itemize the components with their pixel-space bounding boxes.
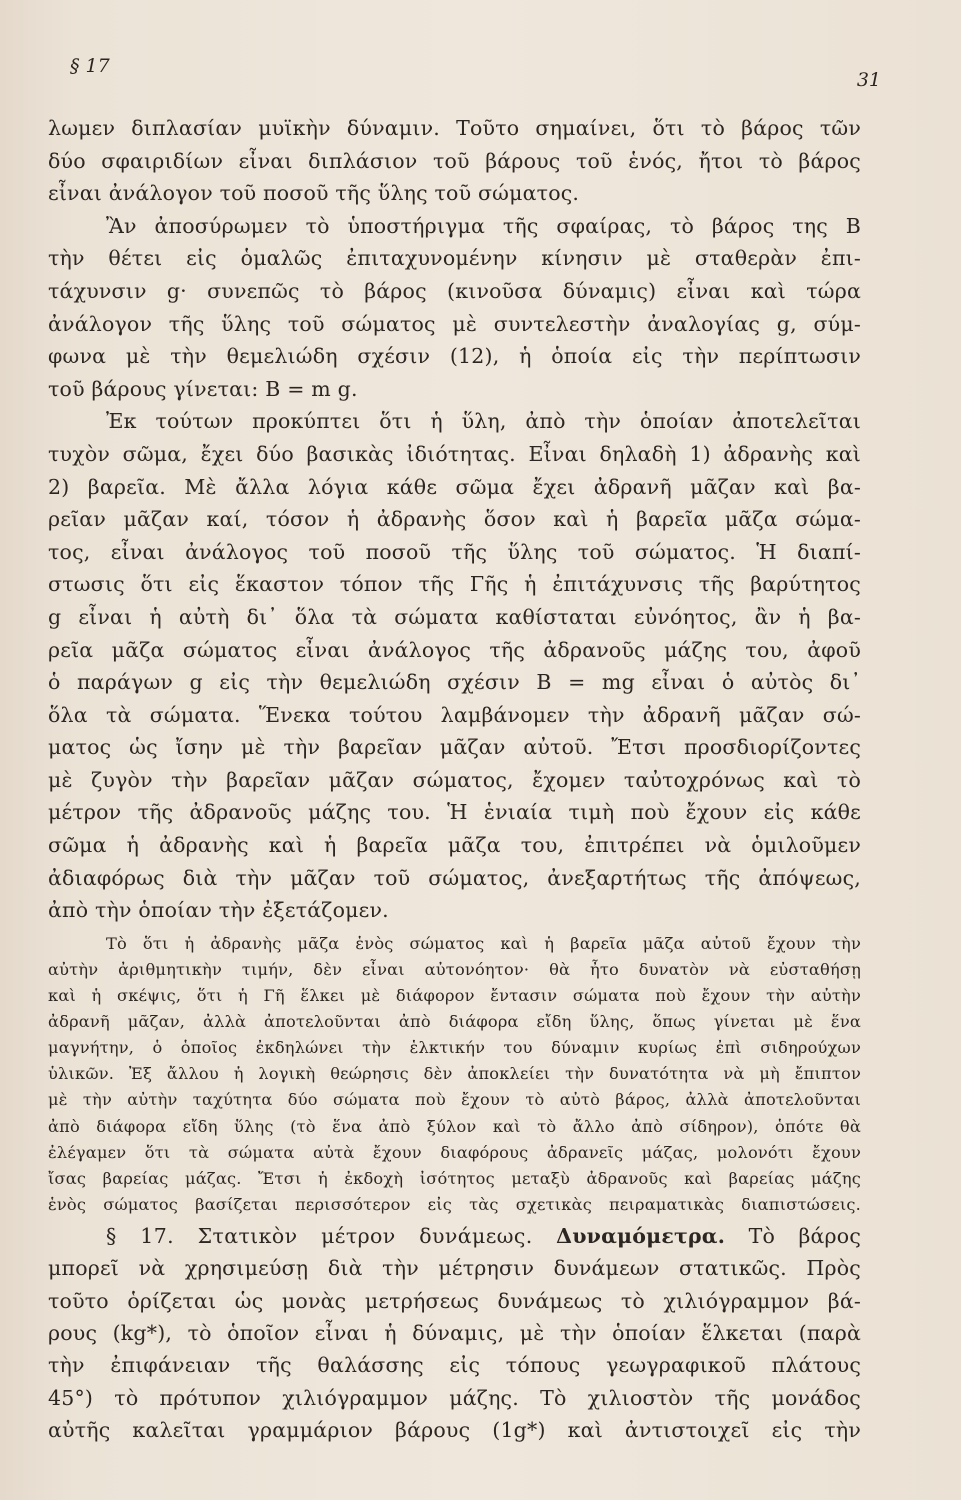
text-line: ἀπὸ τὴν ὁποίαν τὴν ἐξετάζομεν. xyxy=(48,898,389,923)
section-reference: § 17 xyxy=(70,55,110,77)
text-line: ἀνάλογον τῆς ὕλης τοῦ σώματος μὲ συντελεστὴν ἀναλογίας g, σύμ- xyxy=(48,311,861,336)
text-line: τάχυνσιν g· συνεπῶς τὸ βάρος (κινοῦσα δύναμις) εἶναι καὶ τώρα xyxy=(48,278,861,303)
section-title: Στατικὸν μέτρον δυνάμεως. xyxy=(197,1223,533,1248)
text-line: Ἐκ τούτων προκύπτει ὅτι ἡ ὕλη, ἀπὸ τὴν ὁποίαν ἀποτελεῖται xyxy=(106,409,861,434)
text-line: σῶμα ἡ ἀδρανὴς καὶ ἡ βαρεῖα μᾶζα του, ἐπιτρέπει νὰ ὁμιλοῦμεν xyxy=(48,833,861,858)
page-header xyxy=(70,55,881,95)
text-line: ρους (kg*), τὸ ὁποῖον εἶναι ἡ δύναμις, μὲ τὴν ὁποίαν ἕλκεται (παρὰ xyxy=(48,1321,861,1346)
paragraph-3 xyxy=(48,405,861,927)
note-line: ἀδρανῆ μᾶζαν, ἀλλὰ ἀποτελοῦνται ἀπὸ διάφορα εἴδη ὕλης, ὅπως γίνεται μὲ ἕνα xyxy=(48,1012,861,1032)
note-line: ἑνὸς σώματος βασίζεται περισσότερον εἰς τὰς σχετικὰς πειραματικὰς διαπιστώσεις. xyxy=(48,1194,861,1214)
text-line: τοῦτο ὁρίζεται ὡς μονὰς μετρήσεως δυνάμεως τὸ χιλιόγραμμον βά- xyxy=(48,1288,861,1313)
note-line: αὐτὴν ἀριθμητικὴν τιμήν, δὲν εἶναι αὐτονόητον· θὰ ἦτο δυνατὸν νὰ εὐσταθήσῃ xyxy=(48,959,861,979)
note-line: ἴσας βαρείας μάζας. Ἔτσι ἡ ἐκδοχὴ ἰσότητος μεταξὺ ἀδρανοῦς καὶ βαρείας μάζης xyxy=(48,1168,861,1188)
section-subtitle: Δυναμόμετρα. xyxy=(556,1223,726,1248)
text-line: Ἂν ἀποσύρωμεν τὸ ὑποστήριγμα τῆς σφαίρας, τὸ βάρος της B xyxy=(106,213,861,238)
text-line: τοῦ βάρους γίνεται: B = m g. xyxy=(48,376,358,401)
text-line: ματος ὡς ἴσην μὲ τὴν βαρεῖαν μᾶζαν αὐτοῦ. Ἔτσι προσδιορίζοντες xyxy=(48,735,861,760)
text-line: ρεῖαν μᾶζαν καί, τόσον ἡ ἀδρανὴς ὅσον καὶ ἡ βαρεῖα μᾶζα σώμα- xyxy=(48,507,861,532)
page-number: 31 xyxy=(856,69,881,91)
text-line: μπορεῖ νὰ χρησιμεύσῃ διὰ τὴν μέτρησιν δυνάμεων στατικῶς. Πρὸς xyxy=(48,1256,861,1281)
text-line: στωσις ὅτι εἰς ἕκαστον τόπον τῆς Γῆς ἡ ἐπιτάχυνσις τῆς βαρύτητος xyxy=(48,572,861,597)
note-line: μὲ τὴν αὐτὴν ταχύτητα δύο σώματα ποὺ ἔχουν τὸ αὐτὸ βάρος, ἀλλὰ ἀποτελοῦνται xyxy=(48,1090,861,1110)
section-17 xyxy=(48,1220,861,1447)
text-line: 45°) τὸ πρότυπον χιλιόγραμμον μάζης. Τὸ χιλιοστὸν τῆς μονάδος xyxy=(48,1385,861,1410)
paragraph-1 xyxy=(48,112,861,210)
note-line: μαγνήτην, ὁ ὁποῖος ἐκδηλώνει τὴν ἑλκτικήν του δύναμιν κυρίως ἐπὶ σιδηρούχων xyxy=(48,1038,861,1058)
text-line: λωμεν διπλασίαν μυϊκὴν δύναμιν. Τοῦτο σημαίνει, ὅτι τὸ βάρος τῶν xyxy=(48,116,861,140)
text-line: ρεῖα μᾶζα σώματος εἶναι ἀνάλογος τῆς ἀδρανοῦς μάζης του, ἀφοῦ xyxy=(48,637,861,662)
note-line: ἐλέγαμεν ὅτι τὰ σώματα αὐτὰ ἔχουν διαφόρους ἀδρανεῖς μάζας, μολονότι ἔχουν xyxy=(48,1142,861,1162)
section-number: § 17. xyxy=(106,1223,175,1248)
note-line: ἀπὸ διάφορα εἴδη ὕλης (τὸ ἕνα ἀπὸ ξύλον καὶ τὸ ἄλλο ἀπὸ σίδηρον), ὁπότε θὰ xyxy=(48,1116,861,1136)
text-line: μέτρον τῆς ἀδρανοῦς μάζης του. Ἡ ἑνιαία τιμὴ ποὺ ἔχουν εἰς κάθε xyxy=(48,800,861,825)
text-line: τος, εἶναι ἀνάλογος τοῦ ποσοῦ τῆς ὕλης τοῦ σώματος. Ἡ διαπί- xyxy=(48,539,861,564)
text-line: ὁ παράγων g εἰς τὴν θεμελιώδη σχέσιν B = mg εἶναι ὁ αὐτὸς δι᾽ xyxy=(48,670,861,695)
note-line: Τὸ ὅτι ἡ ἀδρανὴς μᾶζα ἑνὸς σώματος καὶ ἡ βαρεῖα μᾶζα αὐτοῦ ἔχουν τὴν xyxy=(106,933,861,953)
section-first-line-text: Τὸ βάρος xyxy=(748,1223,862,1248)
note-line: ὑλικῶν. Ἐξ ἄλλου ἡ λογικὴ θεώρησις δὲν ἀποκλείει τὴν δυνατότητα νὰ μὴ ἔπιπτον xyxy=(48,1064,861,1084)
text-line: τὴν ἐπιφάνειαν τῆς θαλάσσης εἰς τόπους γεωγραφικοῦ πλάτους xyxy=(48,1353,861,1378)
text-line: g εἶναι ἡ αὐτὴ δι᾽ ὅλα τὰ σώματα καθίσταται εὐνόητος, ἂν ἡ βα- xyxy=(48,604,861,629)
text-line: φωνα μὲ τὴν θεμελιώδη σχέσιν (12), ἡ ὁποία εἰς τὴν περίπτωσιν xyxy=(48,344,861,369)
paragraph-2 xyxy=(48,210,861,406)
text-line: ἀδιαφόρως διὰ τὴν μᾶζαν τοῦ σώματος, ἀνεξαρτήτως τῆς ἀπόψεως, xyxy=(48,865,861,890)
text-line: αὐτῆς καλεῖται γραμμάριον βάρους (1g*) καὶ ἀντιστοιχεῖ εἰς τὴν xyxy=(48,1418,861,1443)
text-line: τὴν θέτει εἰς ὁμαλῶς ἐπιταχυνομένην κίνησιν μὲ σταθερὰν ἐπι- xyxy=(48,246,861,271)
text-line: δύο σφαιριδίων εἶναι διπλάσιον τοῦ βάρους τοῦ ἑνός, ἤτοι τὸ βάρος xyxy=(48,148,861,173)
text-line: ὅλα τὰ σώματα. Ἕνεκα τούτου λαμβάνομεν τὴν ἀδρανῆ μᾶζαν σώ- xyxy=(48,702,861,727)
text-line: 2) βαρεῖα. Μὲ ἄλλα λόγια κάθε σῶμα ἔχει ἀδρανῆ μᾶζαν καὶ βα- xyxy=(48,474,861,499)
text-line: τυχὸν σῶμα, ἔχει δύο βασικὰς ἰδιότητας. Εἶναι δηλαδὴ 1) ἀδρανὴς καὶ xyxy=(48,441,861,466)
text-line: μὲ ζυγὸν τὴν βαρεῖαν μᾶζαν σώματος, ἔχομεν ταὐτοχρόνως καὶ τὸ xyxy=(48,767,861,792)
section-heading-line xyxy=(48,1220,861,1252)
text-line: εἶναι ἀνάλογον τοῦ ποσοῦ τῆς ὕλης τοῦ σώματος. xyxy=(48,181,580,206)
note-line: καὶ ἡ σκέψις, ὅτι ἡ Γῆ ἕλκει μὲ διάφορον ἔντασιν σώματα ποὺ ἔχουν τὴν αὐτὴν xyxy=(48,986,861,1006)
footnote-block xyxy=(48,931,861,1218)
page-body xyxy=(48,112,861,1447)
